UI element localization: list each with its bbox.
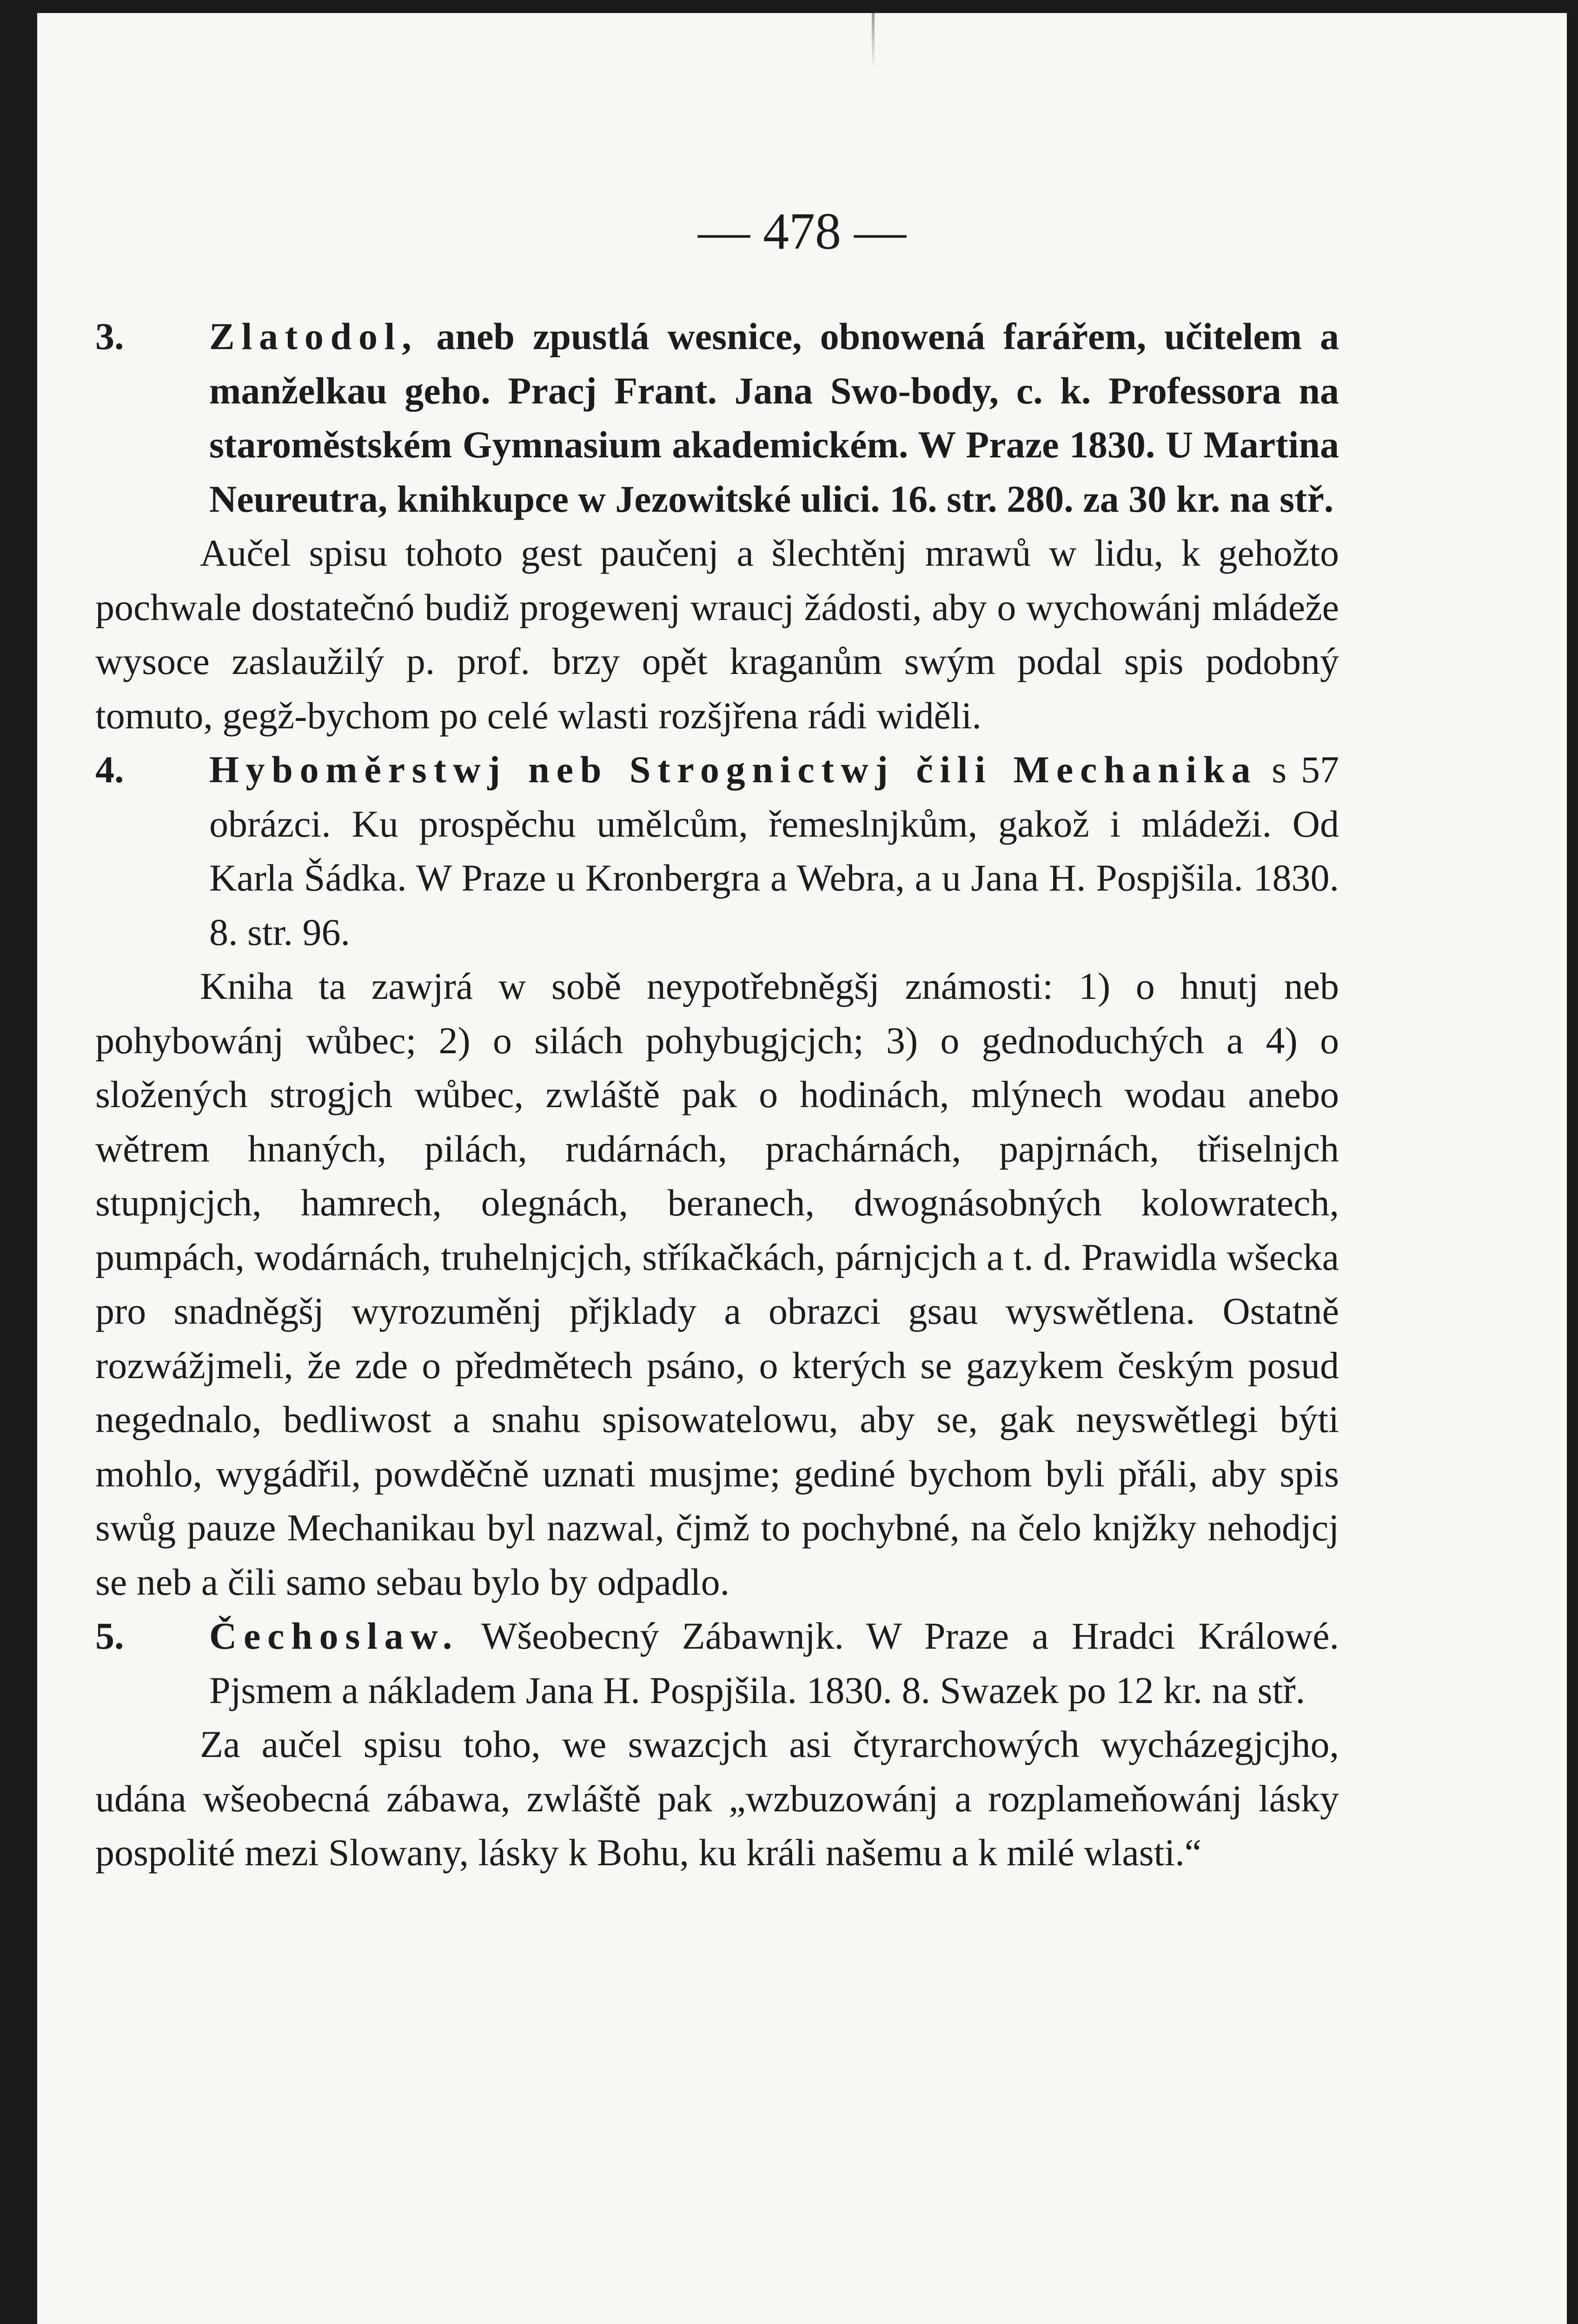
entry-number: 3. — [95, 315, 124, 357]
bibliography-entry-3 — [95, 310, 1339, 526]
scanned-page — [37, 13, 1567, 2324]
entry-title: Zlatodol, — [209, 315, 418, 357]
entry-title: Čechoslaw. — [209, 1615, 459, 1657]
bibliography-entry-5 — [95, 1609, 1339, 1717]
entry-title: Hyboměrstwj neb Strognictwj čili Mechanika — [209, 748, 1258, 791]
entry-details: aneb zpustlá wesnice, obnowená farářem, učitelem a manželkau geho. Pracj Frant. Jana Swo-body, c. k. Professora na staroměstském Gymnasium akademickém. W Praze 1830. U Martina Neureutra, knihkupce w Jezowitské ulici. 16. str. 280. za 30 kr. na stř. — [209, 315, 1339, 520]
entry-number: 4. — [95, 748, 124, 791]
entry-review-3: Aučel spisu tohoto gest paučenj a šlechtěnj mrawů w lidu, k gehožto pochwale dostatečnó budiž progewenj wraucj žádosti, aby o wychowánj mládeže wysoce zaslaužilý p. prof. brzy opět kraganům swým podal spis podobný tomuto, gegž-bychom po celé wlasti rozšjřena rádi widěli. — [95, 532, 1339, 737]
entry-details: s 57 obrázci. Ku prospěchu umělcům, řemeslnjkům, gakož i mládeži. Od Karla Šádka. W Praze u Kronbergra a Webra, a u Jana H. Pospjšila. 1830. 8. str. 96. — [209, 748, 1339, 953]
entry-review-4: Kniha ta zawjrá w sobě neypotřebněgšj známosti: 1) o hnutj neb pohybowánj wůbec; 2) o silách pohybugjcjch; 3) o gednoduchých a 4) o složených strogjch wůbec, zwláště pak o hodinách, mlýnech wodau anebo wětrem hnaných, pilách, rudárnách, prachárnách, papjrnách, třiselnjch stupnjcjch, hamrech, olegnách, beranech, dwognásobných kolowratech, pumpách, wodárnách, truhelnjcjch, stříkačkách, párnjcjch a t. d. Prawidla wšecka pro snadněgšj wyrozuměnj přjklady a obrazci gsau wyswětlena. Ostatně rozwážjmeli, že zde o předmětech psáno, o kterých se gazykem českým posud negednalo, bedliwost a snahu spisowatelowu, aby se, gak neyswětlegi býti mohlo, wygádřil, powděčně uznati musjme; gediné bychom byli přáli, aby spis swůg pauze Mechanikau byl nazwal, čjmž to pochybné, na čelo knjžky nehodjcj se neb a čili samo sebau bylo by odpadlo. — [95, 965, 1339, 1603]
entry-review-5: Za aučel spisu toho, we swazcjch asi čtyrarchowých wycházegjcjho, udána wšeobecná zábawa, zwláště pak „wzbuzowánj a rozplameňowánj lásky pospolité mezi Slowany, lásky k Bohu, ku králi našemu a k milé wlasti.“ — [95, 1723, 1339, 1874]
entry-details: Wšeobecný Zábawnjk. W Praze a Hradci Králowé. Pjsmem a nákladem Jana H. Pospjšila. 1830. 8. Swazek po 12 kr. na stř. — [209, 1615, 1339, 1711]
bibliography-entry-4 — [95, 743, 1339, 959]
page-number: — 478 — — [698, 203, 906, 260]
page-body — [95, 310, 1339, 1880]
page-fold-mark — [872, 13, 875, 69]
entry-number: 5. — [95, 1615, 124, 1657]
